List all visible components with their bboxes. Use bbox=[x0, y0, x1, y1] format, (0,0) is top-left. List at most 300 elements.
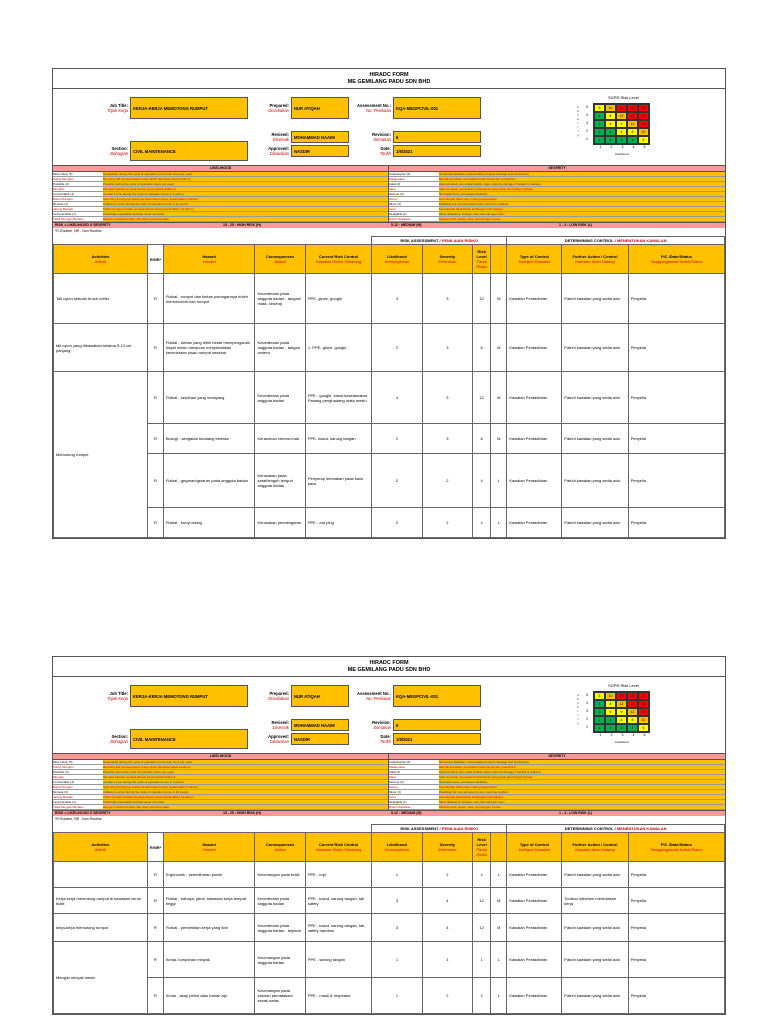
job-title-field[interactable]: KERJA-KERJA MEMOTONG RUMPUT bbox=[130, 97, 248, 119]
matrix-cell: 3 bbox=[616, 724, 627, 732]
matrix-cell: 15 bbox=[638, 708, 649, 716]
matrix-severity-label bbox=[575, 693, 581, 725]
col-header-text-my: Kemungkinan bbox=[384, 259, 410, 264]
matrix-severity-letter: r bbox=[577, 709, 579, 713]
job-title-label bbox=[53, 103, 128, 113]
form-header bbox=[53, 677, 725, 754]
cell-rl: 6 bbox=[473, 324, 491, 372]
legend-key: Serius bbox=[389, 785, 398, 789]
cell-lk: 4 bbox=[372, 372, 422, 424]
matrix-cell: 8 bbox=[605, 112, 616, 120]
matrix-cell: 4 bbox=[594, 112, 605, 120]
matrix-likelihood-number: 5 bbox=[643, 145, 646, 149]
col-header-current-control bbox=[305, 245, 371, 274]
cell-lk: 1 bbox=[372, 862, 422, 888]
form-title-line2: ME GEMILANG PADU SDN BHD bbox=[347, 667, 431, 673]
table-row bbox=[54, 862, 725, 888]
matrix-cell: 10 bbox=[605, 692, 616, 700]
table-row bbox=[54, 454, 725, 508]
risk-rank-bar bbox=[53, 223, 725, 228]
col-header-text-my: Akibat bbox=[274, 847, 286, 852]
matrix-cell: 1 bbox=[594, 136, 605, 144]
cell-consequence: Kecenangan pada anggota badan bbox=[255, 942, 305, 978]
matrix-severity-number: 4 bbox=[586, 113, 588, 117]
cell-control: PPE- glove, google bbox=[305, 274, 371, 324]
col-header-text: PIC /Date/Status bbox=[660, 254, 692, 259]
legend-desc: Banyak kematian, kerosakan harta benda dan produktiviti bbox=[439, 177, 725, 181]
matrix-severity-letter: t bbox=[577, 717, 579, 721]
approved-field[interactable]: NASDIR bbox=[291, 145, 349, 157]
matrix-cell: 2 bbox=[605, 724, 616, 732]
cell-rk: M bbox=[491, 324, 507, 372]
section-label-text: Section: bbox=[111, 734, 128, 739]
approved-label-my: Diluluskan bbox=[269, 151, 289, 156]
revision-label-my: Semakan bbox=[373, 137, 391, 142]
matrix-severity-letter: v bbox=[577, 113, 579, 117]
legend-key: Conceivable (3) bbox=[53, 780, 75, 784]
matrix-cell: 4 bbox=[605, 128, 616, 136]
legend-desc: Possible during the cycle of operation (once per year) bbox=[103, 182, 388, 186]
date-field[interactable]: 1/9/2021 bbox=[393, 145, 481, 157]
col-header-type-of-control bbox=[507, 833, 562, 862]
cell-hazard: Fizikal - gegaran/getaran pada anggota badan bbox=[163, 454, 255, 508]
legend-key: Possible (4) bbox=[53, 182, 69, 186]
section-label-my: Bahagian bbox=[110, 151, 128, 156]
table-row bbox=[54, 914, 725, 942]
cell-consequence: Kecederaan pada anggota badan bbox=[255, 888, 305, 914]
cell-further: Patuhi kawalan yang sedia ada bbox=[562, 978, 628, 1014]
routine-note: *R-Routine, NR - Non Routine bbox=[55, 817, 102, 821]
legend-key: Most Likely (5) bbox=[53, 172, 73, 176]
cell-rnr: R bbox=[147, 914, 163, 942]
matrix-cell: 20 bbox=[627, 104, 638, 112]
cell-hazard: Fizikal - serpihan yang melayang bbox=[163, 372, 255, 424]
cell-hazard: Fizikal - bunyi bising bbox=[163, 508, 255, 538]
cell-activity: Mengisi minyak mesin bbox=[54, 942, 148, 1014]
cell-type: Kawalan Pentadbiran bbox=[507, 888, 562, 914]
matrix-severity-numbers bbox=[586, 103, 588, 143]
matrix-cell: 9 bbox=[616, 120, 627, 128]
cell-rl: 6 bbox=[473, 424, 491, 454]
col-header-type-of-control bbox=[507, 245, 562, 274]
cell-consequence: Kecederaan pada anggota badan bbox=[255, 372, 305, 424]
matrix-cell: 3 bbox=[616, 136, 627, 144]
legend-desc: Berulang kali semasa kitaran kerja (lebih daripada sekali setahun) bbox=[103, 177, 388, 181]
revised-field[interactable]: MOHAMMAD NAAIM bbox=[291, 131, 349, 143]
col-header-text-my: Akibat bbox=[274, 259, 286, 264]
revision-label bbox=[353, 720, 391, 730]
form-title bbox=[53, 657, 725, 677]
date-label-my: Tarikh bbox=[379, 739, 391, 744]
legend-key: Malapetaka bbox=[389, 765, 405, 769]
cell-consequence: Kerosakan pendengaran. bbox=[255, 508, 305, 538]
revision-label-text: Revision: bbox=[372, 720, 391, 725]
approved-label-my: Diluluskan bbox=[269, 739, 289, 744]
col-header-text: Risk Level bbox=[476, 837, 487, 847]
matrix-cell: 10 bbox=[638, 716, 649, 724]
cell-control: PPE - google, kasut keselamatan. Pasang penghadang mata mesin. bbox=[305, 372, 371, 424]
risk-assessment-group-my: PENILAIAN RISIKO bbox=[441, 238, 479, 243]
matrix-cell: 15 bbox=[638, 120, 649, 128]
legend-desc: Mungkin berlaku semasa kitaran kerja (sekali setahun) bbox=[103, 775, 388, 779]
approved-field[interactable]: NASDIR bbox=[291, 733, 349, 745]
header-fields bbox=[53, 677, 553, 753]
legend-key: Serius bbox=[389, 197, 398, 201]
matrix-cell: 25 bbox=[638, 692, 649, 700]
col-header-text-my: Kategori Kawalan bbox=[518, 847, 550, 852]
cell-pic: Penyelia bbox=[628, 274, 724, 324]
legend-desc: Hampir mustahil berlaku dan tidak pernah berlaku bbox=[103, 217, 388, 221]
cell-sv: 1 bbox=[422, 942, 472, 978]
legend-desc: Practically impossible and has never occurred bbox=[103, 800, 388, 804]
legend bbox=[53, 166, 725, 223]
col-header-text: Consequences bbox=[265, 254, 295, 259]
cell-rnr: R bbox=[147, 942, 163, 978]
revision-field[interactable]: 6 bbox=[393, 131, 481, 143]
cell-rl: 2 bbox=[473, 862, 491, 888]
matrix-cell: 25 bbox=[638, 104, 649, 112]
cell-control: PPE - mask & respirator bbox=[305, 978, 371, 1014]
cell-consequence: Kecederaan pada anggota badan - tangan/ mata- cedera) bbox=[255, 274, 305, 324]
cell-sv: 3 bbox=[422, 324, 472, 372]
cell-sv: 2 bbox=[422, 862, 472, 888]
cell-pic: Penyelia bbox=[628, 372, 724, 424]
cell-type: Kawalan Pentadbiran bbox=[507, 372, 562, 424]
cell-lk: 4 bbox=[372, 274, 422, 324]
legend-desc: Melecet kecil, lebam, luka, pertolongan cemas bbox=[439, 217, 725, 221]
cell-type: Kawalan Pentadbiran bbox=[507, 508, 562, 538]
prepared-label-my: Disediakan bbox=[268, 108, 289, 113]
matrix-likelihood-numbers bbox=[595, 145, 650, 149]
legend-desc: Sekurang-kurangnya sekali semasa kitaran kerja (sekali dalam 3 tahun) bbox=[103, 785, 388, 789]
col-header-text-my: Kawalan Risiko Sekarang bbox=[315, 847, 362, 852]
legend-desc: Disabling but not permanent injury, lost time incident bbox=[439, 202, 725, 206]
matrix-cell: 2 bbox=[594, 128, 605, 136]
legend-desc: Satu kematian, kerosakan harta benda yang besar jika bahaya berlaku bbox=[439, 775, 725, 779]
approved-label bbox=[249, 734, 289, 744]
col-header-rnr bbox=[147, 833, 163, 862]
legend-desc: Numerous fatalities, irrecoverable property damage and productivity bbox=[439, 760, 725, 764]
form-page-2 bbox=[52, 656, 726, 1015]
legend-key: Mungkin bbox=[53, 187, 65, 191]
matrix-severity-number: 4 bbox=[586, 701, 588, 705]
cell-rk: M bbox=[491, 424, 507, 454]
cell-rk: L bbox=[491, 942, 507, 978]
assessment-field[interactable]: KQA-MEGPCIVIL-001 bbox=[393, 97, 481, 119]
legend-key: Serious (3) bbox=[389, 192, 404, 196]
cell-rnr: R bbox=[147, 888, 163, 914]
risk-matrix bbox=[553, 89, 725, 165]
cell-pic: Penyelia bbox=[628, 942, 724, 978]
assessment-label-my: No. Penilaian bbox=[366, 108, 391, 113]
cell-hazard: Kimia- tumpahan minyak bbox=[163, 942, 255, 978]
legend-key: Malapetaka bbox=[389, 177, 405, 181]
matrix-cell: 20 bbox=[638, 112, 649, 120]
matrix-cell: 1 bbox=[594, 724, 605, 732]
cell-hazard: Fizikal - beban yang lebih besar mempengaruhi hayat mesin menjurus menyebabkan kecederaan pisau rumput sesekat bbox=[163, 324, 255, 372]
matrix-likelihood-label: Likelihood bbox=[615, 152, 629, 156]
cell-consequence: Keracunan venom-mati bbox=[255, 424, 305, 454]
legend-desc: Unlikely to occur during the cycle of operation (once in 10 years) bbox=[103, 790, 388, 794]
job-title-label-my: Tajuk Kerja bbox=[107, 696, 128, 701]
col-header-consequences bbox=[255, 833, 305, 862]
legend-desc: At least 1 time during the cycle of operation (once in 3 years) bbox=[103, 192, 388, 196]
col-header-text: Consequences bbox=[265, 842, 295, 847]
matrix-severity-letter: e bbox=[577, 117, 579, 121]
legend-desc: Melecet kecil, lebam, luka, pertolongan cemas bbox=[439, 805, 725, 809]
matrix-severity-number: 3 bbox=[586, 121, 588, 125]
legend-row bbox=[389, 217, 725, 222]
cell-consequence: Kecenangan pada bukit bbox=[255, 862, 305, 888]
legend-severity bbox=[389, 754, 725, 810]
cell-type: Kawalan Pentadbiran bbox=[507, 914, 562, 942]
col-header-pic bbox=[628, 833, 724, 862]
matrix-severity-number: 3 bbox=[586, 709, 588, 713]
matrix-severity-number: 1 bbox=[586, 725, 588, 729]
determining-control-group bbox=[507, 237, 725, 245]
legend-key: Inconceivable (1) bbox=[53, 800, 76, 804]
section-field[interactable]: CIVIL MAINTENANCE bbox=[130, 729, 248, 749]
cell-sv: 3 bbox=[422, 372, 472, 424]
date-label bbox=[353, 734, 391, 744]
col-header-text: R/NR* bbox=[149, 256, 162, 262]
matrix-cell: 9 bbox=[616, 708, 627, 716]
cell-pic: Penyelia bbox=[628, 424, 724, 454]
date-label-my: Tarikh bbox=[379, 151, 391, 156]
matrix-cell: 12 bbox=[627, 120, 638, 128]
cell-further: Patuhi kawalan yang sedia ada bbox=[562, 324, 628, 372]
cell-control: 1. PPE- glove, google bbox=[305, 324, 371, 372]
cell-rl: 1 bbox=[473, 942, 491, 978]
cell-sv: 2 bbox=[422, 454, 472, 508]
cell-rnr: R bbox=[147, 424, 163, 454]
revised-field[interactable]: MOHAMMAD NAAIM bbox=[291, 719, 349, 731]
prepared-field[interactable]: NUR ATIQAH bbox=[291, 97, 349, 119]
matrix-cell: 6 bbox=[616, 716, 627, 724]
date-field[interactable]: 1/9/2021 bbox=[393, 733, 481, 745]
cell-rnr: R bbox=[147, 508, 163, 538]
col-header-activities bbox=[54, 245, 148, 274]
cell-control: PPE - kasut, sarung tangan, tali, safety harness bbox=[305, 914, 371, 942]
legend-likelihood bbox=[53, 166, 389, 222]
matrix-severity-letter: s bbox=[577, 693, 579, 697]
rank-formula: RISK = LIKELIHOOD X SEVERITY bbox=[55, 223, 111, 227]
col-header-further-action bbox=[562, 245, 628, 274]
rank-high: 15 - 25 : HIGH RISK (H) bbox=[223, 223, 261, 227]
legend-desc: Minor abrasions, bruises, cuts, first aid type injury bbox=[439, 212, 725, 216]
col-header-text-my: Aktiviti bbox=[94, 259, 107, 264]
cell-activity: Memotong rumput bbox=[54, 372, 148, 538]
determining-control-group bbox=[507, 825, 725, 833]
cell-further: Patuhi kawalan yang sedia ada bbox=[562, 508, 628, 538]
matrix-severity-letter: y bbox=[577, 721, 579, 725]
form-header bbox=[53, 89, 725, 166]
legend bbox=[53, 754, 725, 811]
cell-hazard: Ergonomik - pemeliharan posisi bbox=[163, 862, 255, 888]
form-page-1 bbox=[52, 68, 726, 539]
cell-further: Patuhi kawalan yang sedia ada bbox=[562, 274, 628, 324]
cell-lk: 2 bbox=[372, 454, 422, 508]
cell-lk: 3 bbox=[372, 888, 422, 914]
prepared-label bbox=[249, 103, 289, 113]
matrix-severity-number: 2 bbox=[586, 717, 588, 721]
matrix-cell: 4 bbox=[594, 700, 605, 708]
col-header-text: Activities bbox=[91, 842, 110, 847]
cell-consequence: Kerosakan pada saraf/lenguh-lenguh anggota badan bbox=[255, 454, 305, 508]
legend-key: Paling Mungkin bbox=[53, 765, 74, 769]
determining-control-group-my: MENENTUKAN KAWALAN bbox=[616, 238, 667, 243]
cell-lk: 2 bbox=[372, 508, 422, 538]
col-header-text: Current Risk Control bbox=[318, 842, 359, 847]
matrix-cell: 3 bbox=[594, 708, 605, 716]
legend-row bbox=[389, 805, 725, 810]
cell-rnr: R bbox=[147, 978, 163, 1014]
matrix-title: SGPR Risk Level bbox=[608, 683, 639, 688]
cell-rnr: R bbox=[147, 454, 163, 508]
legend-desc: Practically impossible and has never occurred bbox=[103, 212, 388, 216]
revision-field[interactable]: 6 bbox=[393, 719, 481, 731]
legend-desc: Non-fatal injury, permanent disability bbox=[439, 192, 725, 196]
col-header-text-my: Kawalan Risiko Sekarang bbox=[315, 259, 362, 264]
matrix-likelihood-number: 5 bbox=[643, 733, 646, 737]
matrix-cell: 6 bbox=[605, 708, 616, 716]
col-header-text: Further Action / Control bbox=[572, 842, 618, 847]
matrix-cell: 6 bbox=[605, 120, 616, 128]
cell-hazard: Kimia - asap petrol atau bahan api bbox=[163, 978, 255, 1014]
col-header-hazard bbox=[163, 245, 255, 274]
revised-label-my: Disemak bbox=[272, 725, 289, 730]
col-header-text-my: Paras Risiko bbox=[476, 847, 488, 857]
legend-key: Negligible (1) bbox=[389, 212, 407, 216]
cell-lk: 1 bbox=[372, 942, 422, 978]
prepared-field[interactable]: NUR ATIQAH bbox=[291, 685, 349, 707]
determining-control-group-my: MENENTUKAN KAWALAN bbox=[616, 826, 667, 831]
col-header-text: Type of Control bbox=[519, 842, 549, 847]
assessment-label bbox=[353, 691, 391, 701]
cell-further: Patuhi kawalan yang sedia ada bbox=[562, 454, 628, 508]
risk-rank-bar bbox=[53, 811, 725, 816]
matrix-severity-number: 5 bbox=[586, 693, 588, 697]
job-title-field[interactable]: KERJA-KERJA MEMOTONG RUMPUT bbox=[130, 685, 248, 707]
matrix-severity-letter: t bbox=[577, 129, 579, 133]
col-header-text: Further Action / Control bbox=[572, 254, 618, 259]
rank-low: 1 - 4 : LOW RISK (L) bbox=[559, 811, 593, 815]
cell-consequence: Kecenangan pada saluran pernafasan/ sesak nafas bbox=[255, 978, 305, 1014]
table-row bbox=[54, 372, 725, 424]
cell-pic: Penyelia bbox=[628, 454, 724, 508]
legend-key: Maut bbox=[389, 775, 396, 779]
legend-key: Jarang Berlaku bbox=[53, 207, 74, 211]
matrix-likelihood-numbers bbox=[595, 733, 650, 737]
job-title-label bbox=[53, 691, 128, 701]
job-title-label-text: Job Title: bbox=[109, 691, 128, 696]
matrix-cell: 5 bbox=[638, 724, 649, 732]
matrix-cell: 5 bbox=[594, 692, 605, 700]
legend-key: Conceivable (3) bbox=[53, 192, 75, 196]
col-header-further-action bbox=[562, 833, 628, 862]
legend-key: Fatal (4) bbox=[389, 182, 401, 186]
legend-desc: Berulang kali semasa kitaran kerja (lebih daripada sekali setahun) bbox=[103, 765, 388, 769]
cell-pic: Penyelia bbox=[628, 888, 724, 914]
date-label-text: Date: bbox=[380, 146, 391, 151]
col-header-severity bbox=[422, 245, 472, 274]
cell-further: Toolbox sebelum memulakan kerja bbox=[562, 888, 628, 914]
col-header-likelihood bbox=[372, 245, 422, 274]
hazard-table bbox=[53, 236, 725, 538]
cell-lk: 3 bbox=[372, 914, 422, 942]
matrix-severity-letter: y bbox=[577, 133, 579, 137]
rank-medium: 5-12 : MEDIUM (M) bbox=[391, 223, 422, 227]
cell-hazard: Biologi - sengatan binatang berbisa bbox=[163, 424, 255, 454]
cell-consequence: Kecederaan pada anggota badan - terjatuh bbox=[255, 914, 305, 942]
matrix-cell: 8 bbox=[605, 700, 616, 708]
rank-formula: RISK = LIKELIHOOD X SEVERITY bbox=[55, 811, 111, 815]
cell-activity: tali nylon yang dibawakan selama 5-10 cm panjang bbox=[54, 324, 148, 372]
cell-hazard: Fizikal - penterkitan kerja yang licin bbox=[163, 914, 255, 942]
legend-key: Minor (2) bbox=[389, 790, 402, 794]
form-title-line2: ME GEMILANG PADU SDN BHD bbox=[347, 79, 431, 85]
revised-label-text: Revised: bbox=[271, 720, 289, 725]
assessment-label bbox=[353, 103, 391, 113]
table-row bbox=[54, 424, 725, 454]
cell-sv: 3 bbox=[422, 424, 472, 454]
col-header-risk-rank bbox=[491, 245, 507, 274]
revised-label bbox=[249, 720, 289, 730]
matrix-cell: 3 bbox=[594, 120, 605, 128]
form-title-line1: HIRADC FORM bbox=[369, 660, 409, 666]
matrix-likelihood-number: 3 bbox=[621, 145, 624, 149]
revision-label-my: Semakan bbox=[373, 725, 391, 730]
cell-sv: 2 bbox=[422, 508, 472, 538]
col-header-severity bbox=[422, 833, 472, 862]
cell-rl: 12 bbox=[473, 274, 491, 324]
legend-key: Catastrophic (5) bbox=[389, 172, 411, 176]
legend-key: Mungkin bbox=[53, 775, 65, 779]
matrix-severity-numbers bbox=[586, 691, 588, 731]
matrix-severity-letter: e bbox=[577, 697, 579, 701]
assessment-field[interactable]: KQA-MEGPCIVIL-001 bbox=[393, 685, 481, 707]
matrix-likelihood-number: 1 bbox=[599, 733, 602, 737]
legend-key: Possible (4) bbox=[53, 770, 69, 774]
cell-type: Kawalan Pentadbiran bbox=[507, 978, 562, 1014]
cell-type: Kawalan Pentadbiran bbox=[507, 274, 562, 324]
col-header-text-my: Tanggungjawab/Tarikh/Status bbox=[650, 847, 703, 852]
legend-severity bbox=[389, 166, 725, 222]
legend-desc: Sekurang-kurangnya sekali semasa kitaran kerja (sekali dalam 3 tahun) bbox=[103, 197, 388, 201]
col-header-text-my: Aktiviti bbox=[94, 847, 107, 852]
matrix-cell: 6 bbox=[616, 128, 627, 136]
section-field[interactable]: CIVIL MAINTENANCE bbox=[130, 141, 248, 161]
col-header-text: Type of Control bbox=[519, 254, 549, 259]
col-header-pic bbox=[628, 245, 724, 274]
legend-desc: Hampir mustahil berlaku dan tidak pernah berlaku bbox=[103, 805, 388, 809]
cell-type: Kawalan Pentadbiran bbox=[507, 454, 562, 508]
cell-rnr: R bbox=[147, 372, 163, 424]
col-header-text-my: Hazard bbox=[202, 259, 216, 264]
col-header-current-control bbox=[305, 833, 371, 862]
cell-rnr: R bbox=[147, 274, 163, 324]
job-title-label-my: Tajuk Kerja bbox=[107, 108, 128, 113]
assessment-label-text: Assessment No.: bbox=[357, 691, 391, 696]
matrix-likelihood-number: 4 bbox=[632, 733, 635, 737]
cell-pic: Penyelia bbox=[628, 862, 724, 888]
cell-type: Kawalan Pentadbiran bbox=[507, 862, 562, 888]
section-label bbox=[53, 146, 128, 156]
cell-further: Patuhi kawalan yang sedia ada bbox=[562, 942, 628, 978]
col-header-activities bbox=[54, 833, 148, 862]
matrix-cell: 16 bbox=[627, 700, 638, 708]
col-header-text: Hazard bbox=[202, 842, 216, 847]
